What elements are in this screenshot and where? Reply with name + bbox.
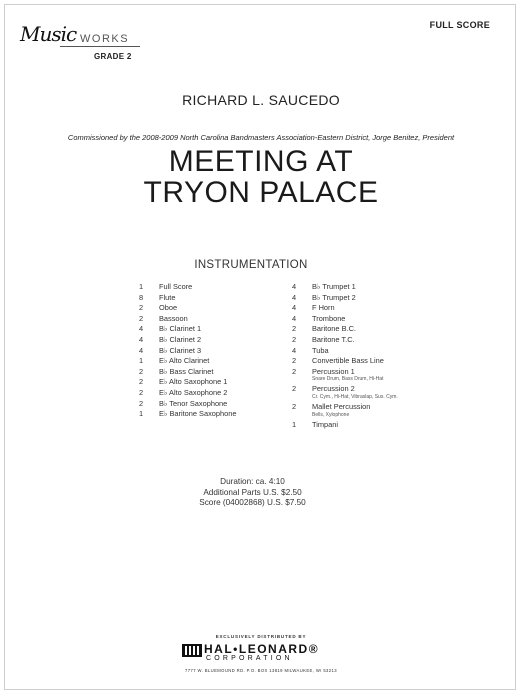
instrument-quantity: 2: [292, 384, 297, 394]
instrument-quantity: 2: [292, 334, 297, 344]
instrument-quantity: 4: [292, 292, 297, 302]
instrument-quantity: 8: [139, 292, 144, 302]
instrument-quantity: 4: [292, 282, 297, 291]
grade-label: GRADE 2: [94, 52, 132, 61]
instrument-name: Trombone: [312, 313, 346, 323]
instrument-quantity: 2: [292, 356, 297, 366]
score-type-label: FULL SCORE: [429, 20, 490, 30]
instrument-name: Baritone T.C.: [312, 334, 355, 344]
instrument-quantity: 2: [139, 366, 144, 376]
instrument-name: Full Score: [159, 282, 193, 291]
instrument-row: [292, 293, 398, 304]
duration: Duration: ca. 4:10: [220, 477, 285, 486]
instrument-name: Percussion 1: [312, 366, 355, 376]
instrument-name: Percussion 2: [312, 384, 355, 394]
instrument-row: [139, 346, 236, 357]
instrument-row: [139, 356, 236, 367]
title-line-2: TRYON PALACE: [143, 176, 379, 209]
instrument-row: [139, 409, 236, 420]
instrument-row: [292, 314, 398, 325]
instrument-row: [139, 367, 236, 378]
instrument-name: Tuba: [312, 345, 329, 355]
instrument-detail: Cr. Cym., Hi-Hat, Vibraslap, Sus. Cym.: [312, 393, 398, 400]
instrument-quantity: 1: [139, 356, 144, 366]
instrumentation-right-column: [292, 282, 398, 430]
publisher-address: 7777 W. BLUEMOUND RD. P.O. BOX 13819 MILWAUKEE, WI 53213: [185, 668, 337, 673]
instrument-quantity: 2: [139, 387, 144, 397]
instrument-name: Bassoon: [159, 313, 188, 323]
instrument-quantity: 2: [139, 313, 144, 323]
instrument-name: E♭ Alto Saxophone 1: [159, 377, 228, 387]
instrument-quantity: 2: [292, 401, 297, 411]
music-works-logo-text: WORKS: [80, 33, 130, 45]
instrument-row: [139, 335, 236, 346]
instrument-name: Baritone B.C.: [312, 324, 356, 334]
pricing-block: [0, 477, 505, 509]
commission-note: Commissioned by the 2008-2009 North Carolina Bandmasters Association-Eastern District, Jorge Benitez, President: [67, 133, 455, 142]
instrument-quantity: 2: [292, 366, 297, 376]
title-line-1: MEETING AT: [168, 145, 354, 178]
hal-leonard-logo-icon: [181, 643, 203, 658]
instrument-row: [139, 377, 236, 388]
instrument-quantity: 4: [292, 303, 297, 313]
instrument-name: E♭ Alto Saxophone 2: [159, 387, 228, 397]
instrument-quantity: 1: [139, 409, 144, 419]
instrument-name: B♭ Trumpet 1: [312, 282, 356, 291]
composer-name: RICHARD L. SAUCEDO: [182, 92, 340, 108]
instrument-row: [139, 324, 236, 335]
instrument-name: B♭ Clarinet 1: [159, 324, 202, 334]
instrument-row: [139, 293, 236, 304]
instrumentation-heading: INSTRUMENTATION: [194, 259, 308, 271]
instrument-row: [292, 324, 398, 335]
instrument-name: B♭ Bass Clarinet: [159, 366, 214, 376]
instrument-row: [292, 282, 398, 293]
instrument-name: Convertible Bass Line: [312, 356, 384, 366]
instrument-row: [139, 282, 236, 293]
instrument-name: B♭ Tenor Saxophone: [159, 398, 228, 408]
instrument-name: Mallet Percussion: [312, 401, 371, 411]
instrument-quantity: 2: [139, 377, 144, 387]
instrument-name: F Horn: [312, 303, 335, 313]
instrument-name: B♭ Trumpet 2: [312, 292, 356, 302]
instrument-quantity: 4: [292, 313, 297, 323]
instrument-name: B♭ Clarinet 3: [159, 345, 202, 355]
instrument-name: B♭ Clarinet 2: [159, 334, 202, 344]
instrument-name: Oboe: [159, 303, 178, 313]
instrument-quantity: 2: [292, 324, 297, 334]
instrument-row: [292, 303, 398, 314]
instrument-name: Flute: [159, 292, 176, 302]
instrument-name: E♭ Baritone Saxophone: [159, 409, 237, 419]
instrument-row: [139, 303, 236, 314]
instrument-row: [292, 346, 398, 357]
publisher-corporation: CORPORATION: [206, 655, 293, 662]
instrument-quantity: 4: [292, 345, 297, 355]
instrument-name: E♭ Alto Clarinet: [159, 356, 210, 366]
publisher-name: HAL•LEONARD®: [204, 642, 320, 656]
instrument-row: [139, 399, 236, 410]
instrument-quantity: 2: [139, 303, 144, 313]
instrument-name: Timpani: [312, 419, 339, 429]
score-price: Score (04002868) U.S. $7.50: [199, 498, 306, 507]
distributed-by-label: EXCLUSIVELY DISTRIBUTED BY: [215, 634, 307, 639]
instrument-row: [292, 356, 398, 367]
instrument-row: [139, 388, 236, 399]
instrument-quantity: 1: [139, 282, 144, 291]
additional-parts-price: Additional Parts U.S. $2.50: [203, 487, 302, 497]
instrument-detail: Bells, Xylophone: [312, 411, 350, 418]
piece-title: [0, 146, 522, 208]
logo-underline: [60, 46, 140, 47]
instrument-detail: Snare Drum, Bass Drum, Hi-Hat: [312, 376, 384, 383]
instrument-row: [292, 420, 398, 431]
instrument-quantity: 1: [292, 419, 297, 429]
instrumentation-left-column: [139, 282, 236, 420]
instrument-quantity: 4: [139, 345, 144, 355]
instrument-row: [139, 314, 236, 325]
instrument-quantity: 4: [139, 334, 144, 344]
instrument-quantity: 4: [139, 324, 144, 334]
instrument-quantity: 2: [139, 398, 144, 408]
instrument-row: [292, 335, 398, 346]
music-works-logo-script: Music: [20, 22, 77, 46]
